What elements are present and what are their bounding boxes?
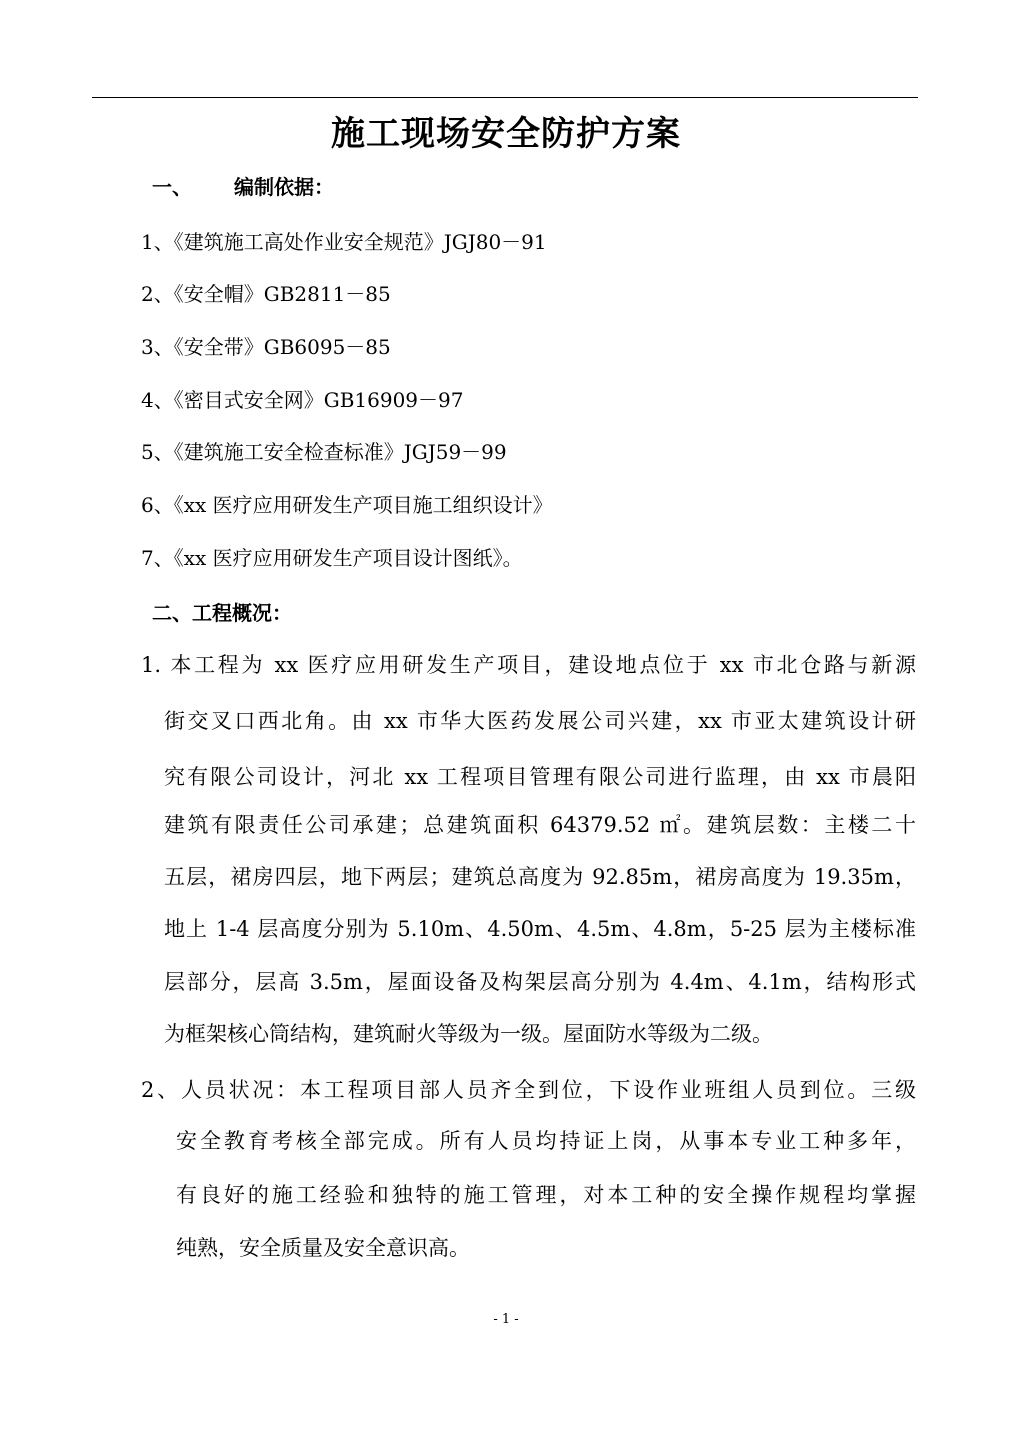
reference-item: 4、《密目式安全网》GB16909－97 <box>141 388 464 412</box>
overview-item1-line: 究有限公司设计，河北 xx 工程项目管理有限公司进行监理，由 xx 市晨阳 <box>164 765 916 789</box>
overview-item2-line: 2、人员状况：本工程项目部人员齐全到位，下设作业班组人员到位。三级 <box>141 1078 916 1102</box>
section1-number: 一、 <box>152 175 192 199</box>
reference-item: 2、《安全帽》GB2811－85 <box>141 282 391 306</box>
header-rule <box>92 97 918 98</box>
reference-item: 7、《xx 医疗应用研发生产项目设计图纸》。 <box>141 546 523 570</box>
section1-heading: 编制依据： <box>234 175 334 199</box>
overview-item1-line: 层部分，层高 3.5m，屋面设备及构架层高分别为 4.4m、4.1m，结构形式 <box>164 970 916 994</box>
page-number: - 1 - <box>493 1312 519 1327</box>
overview-item1-line: 建筑有限责任公司承建；总建筑面积 64379.52 ㎡。建筑层数：主楼二十 <box>164 813 916 837</box>
overview-item1-line: 五层，裙房四层，地下两层；建筑总高度为 92.85m，裙房高度为 19.35m， <box>164 865 916 889</box>
overview-item1-line: 1. 本工程为 xx 医疗应用研发生产项目，建设地点位于 xx 市北仓路与新源 <box>141 653 916 677</box>
document-title: 施工现场安全防护方案 <box>331 114 681 154</box>
reference-item: 5、《建筑施工安全检查标准》JGJ59－99 <box>141 440 507 464</box>
overview-item1-line: 街交叉口西北角。由 xx 市华大医药发展公司兴建，xx 市亚太建筑设计研 <box>164 709 916 733</box>
reference-item: 6、《xx 医疗应用研发生产项目施工组织设计》 <box>141 493 553 517</box>
reference-item: 3、《安全带》GB6095－85 <box>141 335 391 359</box>
overview-item2-line: 纯熟，安全质量及安全意识高。 <box>176 1236 470 1260</box>
overview-item2-line: 有良好的施工经验和独特的施工管理，对本工种的安全操作规程均掌握 <box>176 1183 916 1207</box>
overview-item1-line: 为框架核心筒结构，建筑耐火等级为一级。屋面防水等级为二级。 <box>164 1022 773 1046</box>
overview-item2-line: 安全教育考核全部完成。所有人员均持证上岗，从事本专业工种多年， <box>176 1129 916 1153</box>
section2-heading: 二、工程概况： <box>152 601 292 625</box>
reference-item: 1、《建筑施工高处作业安全规范》JGJ80－91 <box>141 230 547 254</box>
overview-item1-line: 地上 1-4 层高度分别为 5.10m、4.50m、4.5m、4.8m，5-25 层为主楼标准 <box>164 917 916 941</box>
